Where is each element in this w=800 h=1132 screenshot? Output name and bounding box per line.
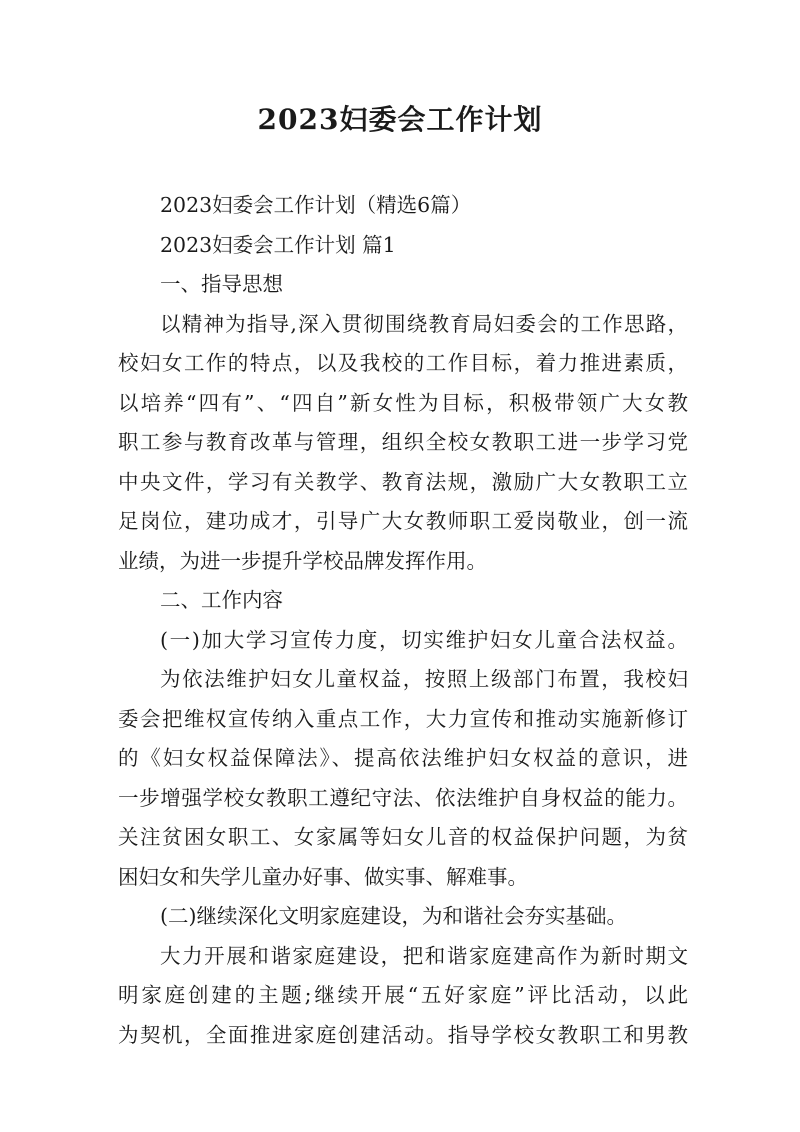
text-line: 足岗位，建功成才，引导广大女教师职工爱岗敬业，创一流 bbox=[118, 509, 688, 533]
text-line: 以精神为指导,深入贯彻围绕教育局妇委会的工作思路， bbox=[160, 311, 688, 336]
text-line: 2023妇委会工作计划（精选6篇） bbox=[160, 193, 472, 217]
text-line: (二)继续深化文明家庭建设，为和谐社会夯实基础。 bbox=[160, 904, 627, 928]
text-line: 职工参与教育改革与管理，组织全校女教职工进一步学习党 bbox=[118, 430, 688, 454]
text-line: 业绩，为进一步提升学校品牌发挥作用。 bbox=[118, 548, 487, 573]
text-line: 为契机，全面推进家庭创建活动。指导学校女教职工和男教 bbox=[118, 1022, 688, 1047]
text-line: 为依法维护妇女儿童权益，按照上级部门布置，我校妇 bbox=[160, 667, 688, 691]
text-line: 2023妇委会工作计划 篇1 bbox=[160, 232, 396, 257]
text-line: 关注贫困女职工、女家属等妇女儿音的权益保护问题，为贫 bbox=[118, 825, 688, 849]
text-line: 以培养“四有”、“四自”新女性为目标，积极带领广大女教 bbox=[118, 390, 688, 415]
text-line: 的《妇女权益保障法》、提高依法维护妇女权益的意识，进 bbox=[118, 746, 688, 770]
text-line: 委会把维权宣传纳入重点工作，大力宣传和推动实施新修订 bbox=[118, 706, 688, 731]
text-line: 明家庭创建的主题;继续开展“五好家庭”评比活动，以此 bbox=[118, 983, 688, 1007]
text-line: (一)加大学习宣传力度，切实维护妇女儿童合法权益。 bbox=[160, 627, 688, 652]
text-line: 大力开展和谐家庭建设，把和谐家庭建高作为新时期文 bbox=[160, 943, 688, 968]
text-line: 一步增强学校女教职工遵纪守法、依法维护自身权益的能力。 bbox=[118, 785, 688, 810]
document-body bbox=[118, 186, 688, 1055]
text-line: 二、工作内容 bbox=[160, 588, 283, 612]
text-line: 中央文件，学习有关教学、教育法规，激励广大女教职工立 bbox=[118, 469, 688, 494]
text-line: 困妇女和失学儿童办好事、做实事、解难事。 bbox=[118, 864, 528, 889]
document-title: 2023妇委会工作计划 bbox=[257, 103, 543, 136]
text-line: 校妇女工作的特点，以及我校的工作目标，着力推进素质， bbox=[118, 351, 688, 375]
text-line: 一、指导思想 bbox=[160, 272, 283, 296]
